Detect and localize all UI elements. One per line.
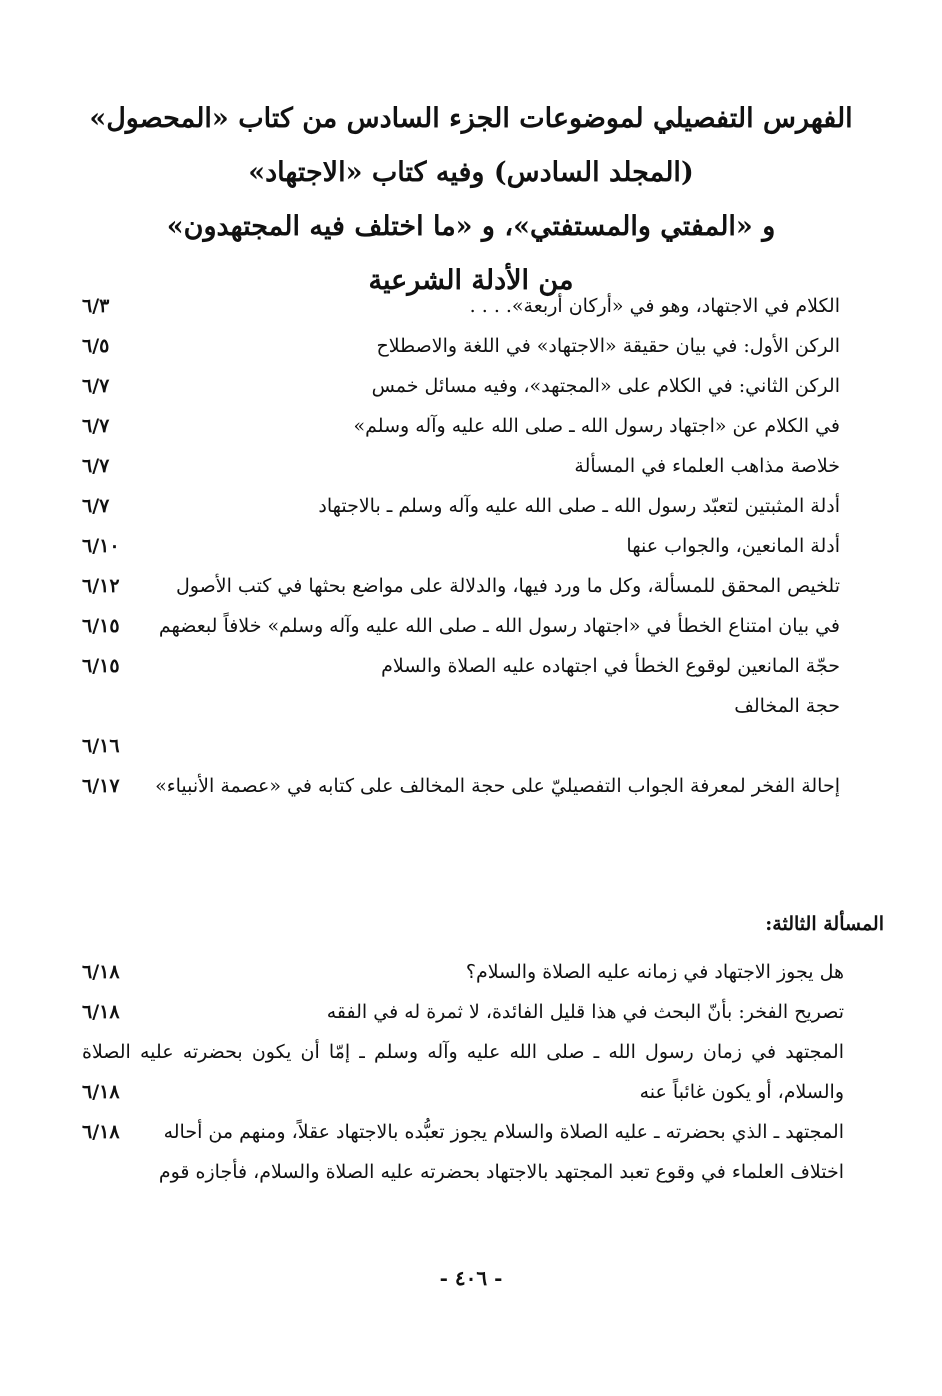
index-title [80, 92, 862, 308]
index-entry [82, 766, 840, 806]
title-line-2: (المجلد السادس) وفيه كتاب «الاجتهاد» [248, 157, 694, 188]
entry-text: تلخيص المحقق للمسألة، وكل ما ورد فيها، والدلالة على مواضع بحثها في كتب الأصول [176, 575, 840, 597]
entry-page-ref: ٦/١٨ [82, 1081, 120, 1103]
entry-text: الركن الأول: في بيان حقيقة «الاجتهاد» في اللغة والاصطلاح [376, 335, 840, 357]
index-entry [82, 992, 844, 1032]
entry-text: في بيان امتناع الخطأ في «اجتهاد رسول الله ـ صلى الله عليه وآله وسلم» خلافاً لبعضهم [158, 615, 840, 637]
entry-page-ref: ٦/٧ [82, 415, 110, 437]
entry-page-ref: ٦/١٨ [82, 1121, 120, 1143]
entry-text: المجتهد ـ الذي بحضرته ـ عليه الصلاة والسلام يجوز تعبُّده بالاجتهاد عقلاً، ومنهم من أحاله [163, 1121, 844, 1143]
index-entry [82, 326, 840, 366]
entry-text: هل يجوز الاجتهاد في زمانه عليه الصلاة والسلام؟ [465, 961, 844, 983]
entry-page-ref: ٦/٥ [82, 335, 110, 357]
index-entry [82, 526, 840, 566]
entry-text: المجتهد في زمان رسول الله ـ صلى الله عليه وآله وسلم ـ إمّا أن يكون بحضرته عليه الصلاة والسلام، أو يكون غائباً عنه [82, 1041, 844, 1103]
entry-page-ref: ٦/٧ [82, 495, 110, 517]
entry-text: حجّة المانعين لوقوع الخطأ في اجتهاده عليه الصلاة والسلام [381, 655, 840, 677]
index-entry [82, 1112, 844, 1152]
index-entry [82, 1152, 844, 1192]
entry-page-ref: ٦/١٨ [82, 961, 120, 983]
index-entry [82, 406, 840, 446]
entry-text: الكلام في الاجتهاد، وهو في «أركان أربعة». . . . [469, 295, 840, 317]
index-entry [82, 686, 840, 766]
entry-page-ref: ٦/١٦ [82, 735, 120, 757]
index-entries [82, 286, 840, 806]
index-entry [82, 646, 840, 686]
index-entry [82, 952, 844, 992]
entry-text: حجة المخالف [734, 695, 840, 717]
entry-page-ref: ٦/٧ [82, 375, 110, 397]
index-entry [82, 286, 840, 326]
index-entry [82, 486, 840, 526]
entry-page-ref: ٦/١٢ [82, 575, 120, 597]
section-entries [82, 952, 844, 1192]
entry-text: في الكلام عن «اجتهاد رسول الله ـ صلى الله عليه وآله وسلم» [353, 415, 840, 437]
entry-text: إحالة الفخر لمعرفة الجواب التفصيليّ على حجة المخالف على كتابه في «عصمة الأنبياء» [155, 775, 840, 797]
entry-text: الركن الثاني: في الكلام على «المجتهد»، وفيه مسائل خمس [371, 375, 840, 397]
index-entry [82, 446, 840, 486]
entry-text: تصريح الفخر: بأنّ البحث في هذا قليل الفائدة، لا ثمرة له في الفقه [326, 1001, 844, 1023]
entry-page-ref: ٦/١٥ [82, 615, 120, 637]
title-line-1: الفهرس التفصيلي لموضوعات الجزء السادس من كتاب «المحصول» [89, 103, 853, 134]
index-entry [82, 606, 840, 646]
section-heading: المسألة الثالثة: [765, 913, 884, 935]
index-entry [82, 1032, 844, 1112]
entry-text: اختلاف العلماء في وقوع تعبد المجتهد بالاجتهاد بحضرته عليه الصلاة والسلام، فأجازه قوم [158, 1161, 844, 1183]
index-entry [82, 566, 840, 606]
entry-page-ref: ٦/١٥ [82, 655, 120, 677]
title-line-4: من الأدلة الشرعية [368, 265, 574, 296]
entry-page-ref: ٦/١٧ [82, 775, 120, 797]
entry-text: أدلة المثبتين لتعبّد رسول الله ـ صلى الله عليه وآله وسلم ـ بالاجتهاد [318, 495, 840, 517]
entry-text: خلاصة مذاهب العلماء في المسألة [574, 455, 840, 477]
index-entry [82, 366, 840, 406]
entry-page-ref: ٦/١٠ [82, 535, 120, 557]
page-number: - ٤٠٦ - [439, 1266, 503, 1290]
entry-page-ref: ٦/٣ [82, 295, 110, 317]
entry-text: أدلة المانعين، والجواب عنها [626, 535, 840, 557]
entry-page-ref: ٦/١٨ [82, 1001, 120, 1023]
title-line-3: و «المفتي والمستفتي»، و «ما اختلف فيه المجتهدون» [166, 211, 776, 242]
entry-page-ref: ٦/٧ [82, 455, 110, 477]
